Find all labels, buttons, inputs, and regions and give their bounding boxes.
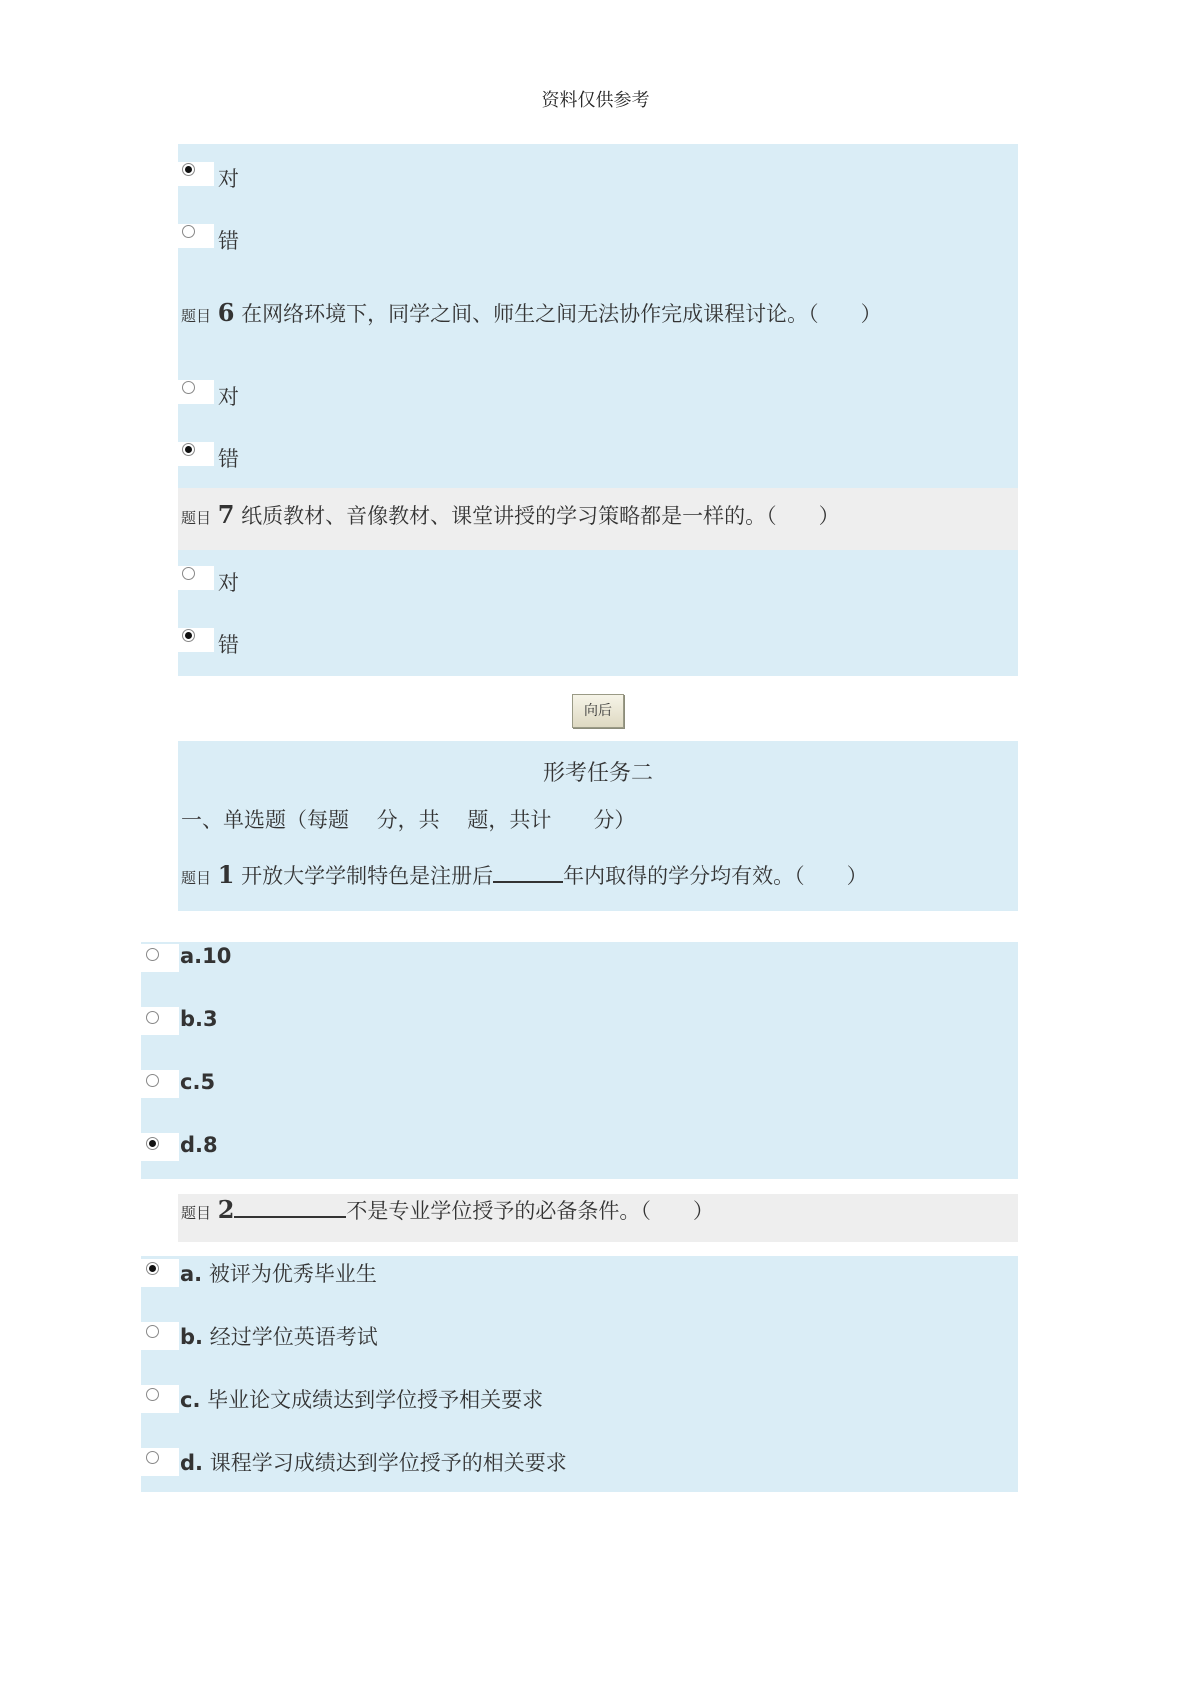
question-text-after: 年内取得的学分均有效。（ ） bbox=[563, 864, 868, 888]
mq2-radio-b[interactable] bbox=[146, 1325, 159, 1338]
question-label: 题目 bbox=[181, 869, 212, 887]
question-number: 2 bbox=[217, 1195, 235, 1224]
mq2-option-c: c. 毕业论文成绩达到学位授予相关要求 bbox=[180, 1388, 544, 1412]
q7-label-false: 错 bbox=[218, 633, 239, 657]
q7-label-true: 对 bbox=[218, 571, 239, 595]
q6-radio-false[interactable] bbox=[182, 443, 195, 456]
mq1-option-a: a.10 bbox=[180, 944, 232, 968]
mq2-radio-d[interactable] bbox=[146, 1451, 159, 1464]
mq1-radio-d[interactable] bbox=[146, 1137, 159, 1150]
mq2-option-d: d. 课程学习成绩达到学位授予的相关要求 bbox=[180, 1451, 567, 1475]
question-label: 题目 bbox=[181, 1204, 212, 1222]
q6-radio-true[interactable] bbox=[182, 381, 195, 394]
answer-blank bbox=[493, 863, 563, 883]
question-label: 题目 bbox=[181, 307, 212, 325]
question-number: 7 bbox=[217, 500, 235, 529]
option-label-false: 错 bbox=[218, 229, 239, 253]
answer-blank bbox=[234, 1198, 346, 1218]
option-label-true: 对 bbox=[218, 167, 239, 191]
question-text: 在网络环境下，同学之间、师生之间无法协作完成课程讨论。（ ） bbox=[241, 302, 882, 326]
mq2-option-b: b. 经过学位英语考试 bbox=[180, 1325, 378, 1349]
question-label: 题目 bbox=[181, 509, 212, 527]
page-header: 资料仅供参考 bbox=[541, 90, 650, 111]
mq1-radio-c[interactable] bbox=[146, 1074, 159, 1087]
question-number: 6 bbox=[217, 298, 235, 327]
mq1-option-c: c.5 bbox=[180, 1070, 216, 1094]
mq2-radio-c[interactable] bbox=[146, 1388, 159, 1401]
q7-radio-true[interactable] bbox=[182, 567, 195, 580]
mq1-option-b: b.3 bbox=[180, 1007, 218, 1031]
q6-label-true: 对 bbox=[218, 385, 239, 409]
q7-radio-false[interactable] bbox=[182, 629, 195, 642]
mq1-option-d: d.8 bbox=[180, 1133, 218, 1157]
question-6 bbox=[181, 298, 882, 328]
mq1-options-panel bbox=[141, 942, 1018, 1179]
question-mc-1 bbox=[181, 860, 868, 890]
section-heading: 一、单选题（每题 分，共 题，共计 分） bbox=[181, 808, 636, 832]
next-button[interactable]: 向后 bbox=[572, 694, 624, 728]
question-mc-2 bbox=[181, 1195, 714, 1225]
option-radio-false[interactable] bbox=[182, 225, 195, 238]
question-7 bbox=[181, 500, 840, 530]
task2-title: 形考任务二 bbox=[542, 761, 653, 786]
q6-label-false: 错 bbox=[218, 447, 239, 471]
question-number: 1 bbox=[217, 860, 235, 889]
mq1-radio-b[interactable] bbox=[146, 1011, 159, 1024]
mq2-option-a: a. 被评为优秀毕业生 bbox=[180, 1262, 377, 1286]
mq2-radio-a[interactable] bbox=[146, 1262, 159, 1275]
question-text-before: 开放大学学制特色是注册后 bbox=[241, 864, 494, 888]
question-text: 纸质教材、音像教材、课堂讲授的学习策略都是一样的。（ ） bbox=[241, 504, 840, 528]
option-radio-true[interactable] bbox=[182, 163, 195, 176]
q7-options-panel bbox=[178, 550, 1018, 676]
question-text-after: 不是专业学位授予的必备条件。（ ） bbox=[346, 1199, 714, 1223]
mq1-radio-a[interactable] bbox=[146, 948, 159, 961]
